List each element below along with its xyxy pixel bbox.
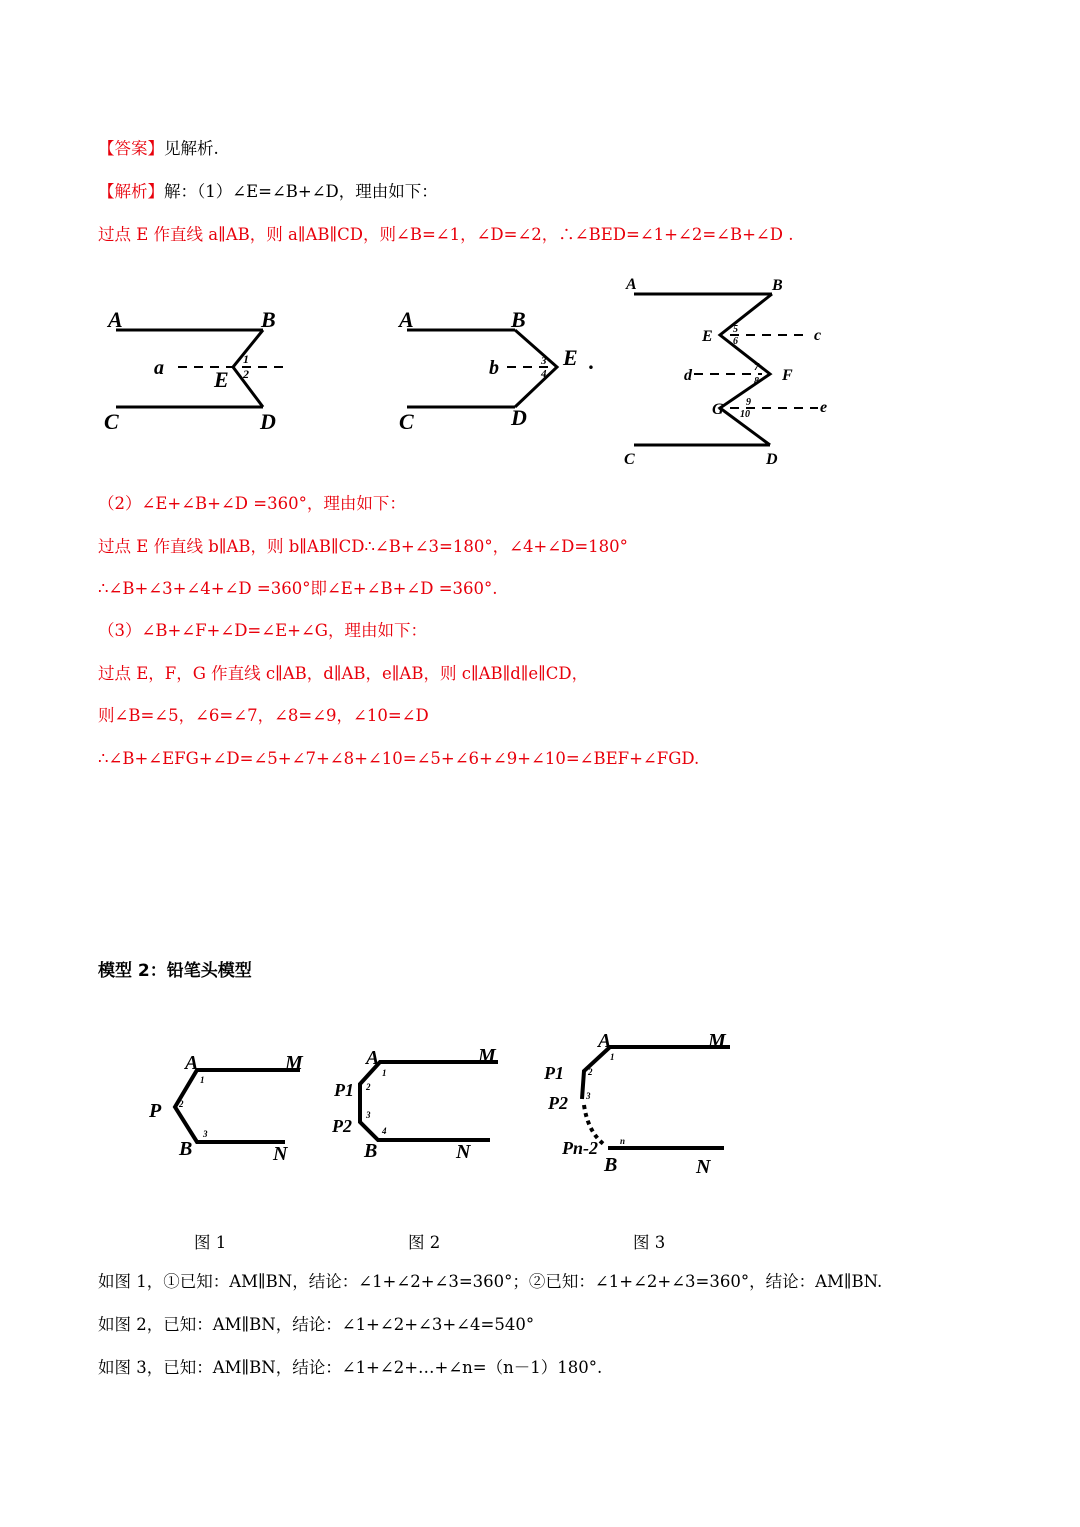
conclusion-3: 如图 3，已知：AM∥BN，结论：∠1+∠2+…+∠n=（n－1）180°. (98, 1358, 603, 1377)
part3-reason-3: ∴∠B+∠EFG+∠D=∠5+∠7+∠8+∠10=∠5+∠6+∠9+∠10=∠BEF+∠FGD. (98, 749, 700, 768)
fig2-label-A: A (399, 307, 414, 332)
analysis-label: 【解析】 (98, 182, 164, 201)
fig3-line-c: c (814, 327, 822, 344)
fig2-label-E: E (563, 345, 578, 370)
fig2-angle-3: 3 (541, 355, 547, 367)
analysis-line (98, 181, 438, 203)
part2-title: （2）∠E+∠B+∠D =360°，理由如下： (98, 494, 406, 513)
b2-angle-2: 2 (366, 1082, 371, 1092)
fig3-label-C: C (624, 451, 635, 468)
b3-label-P1: P1 (544, 1063, 564, 1083)
fig2-label-C: C (399, 409, 414, 434)
b2-label-B: B (364, 1140, 378, 1162)
b2-angle-1: 1 (382, 1068, 387, 1078)
part2-reason-2: ∴∠B+∠3+∠4+∠D =360°即∠E+∠B+∠D =360°. (98, 579, 498, 598)
fig2-angle-4: 4 (541, 368, 547, 380)
fig3-line-d: d (684, 367, 692, 384)
b3-angle-n: n (620, 1136, 626, 1146)
model2-title: 模型 2：铅笔头模型 (98, 961, 252, 981)
b1-angle-3: 3 (203, 1129, 208, 1139)
b1-label-A: A (185, 1052, 199, 1074)
bottom-figure-2 (330, 1040, 510, 1170)
b3-label-P2: P2 (548, 1093, 568, 1113)
bottom-figure-3 (540, 1025, 740, 1180)
part1-reason: 过点 E 作直线 a∥AB，则 a∥AB∥CD，则∠B=∠1，∠D=∠2，∴∠BED=∠1+∠2=∠B+∠D . (98, 225, 794, 244)
fig3-angle-8: 8 (754, 376, 759, 387)
fig3-label-D: D (766, 451, 778, 468)
b3-label-Pn2: Pn-2 (562, 1138, 598, 1158)
fig2-label-B: B (511, 307, 526, 332)
answer-text: 见解析. (164, 139, 219, 158)
caption-fig-3: 图 3 (633, 1233, 666, 1252)
conclusion-1: 如图 1，①已知：AM∥BN，结论：∠1+∠2+∠3=360°；②已知：∠1+∠2+∠3=360°，结论：AM∥BN. (98, 1272, 883, 1291)
conclusion-2: 如图 2，已知：AM∥BN，结论：∠1+∠2+∠3+∠4=540° (98, 1315, 535, 1334)
top-figure-2 (395, 305, 605, 440)
fig3-label-B: B (772, 277, 783, 294)
fig3-angle-9: 9 (746, 397, 751, 408)
analysis-text: 解：（1）∠E=∠B+∠D，理由如下： (164, 182, 438, 201)
fig3-label-F: F (782, 367, 793, 384)
b1-angle-1: 1 (200, 1075, 205, 1085)
fig1-line-a: a (154, 357, 164, 379)
b1-label-B: B (179, 1138, 193, 1160)
fig2-label-D: D (511, 405, 527, 430)
top-figure-3 (622, 272, 852, 472)
b1-label-N: N (273, 1143, 288, 1165)
fig3-angle-10: 10 (740, 409, 750, 420)
b3-angle-1: 1 (610, 1052, 615, 1062)
b3-label-A: A (598, 1030, 612, 1052)
caption-fig-2: 图 2 (408, 1233, 441, 1252)
b2-angle-3: 3 (366, 1110, 371, 1120)
part3-reason-1: 过点 E，F，G 作直线 c∥AB，d∥AB，e∥AB，则 c∥AB∥d∥e∥CD， (98, 664, 589, 683)
b2-angle-4: 4 (382, 1126, 387, 1136)
fig2-line-b: b (489, 357, 499, 379)
fig3-label-E: E (702, 328, 713, 345)
b2-label-A: A (366, 1047, 380, 1069)
b1-angle-2: 2 (179, 1099, 184, 1109)
part3-reason-2: 则∠B=∠5，∠6=∠7，∠8=∠9，∠10=∠D (98, 706, 429, 725)
fig1-label-B: B (261, 307, 276, 332)
answer-line (98, 138, 219, 160)
b3-label-B: B (604, 1154, 618, 1176)
fig3-angle-6: 6 (733, 336, 738, 347)
fig1-angle-2: 2 (243, 367, 249, 381)
bottom-figure-1 (145, 1045, 315, 1170)
fig1-label-E: E (214, 367, 229, 392)
part3-title: （3）∠B+∠F+∠D=∠E+∠G，理由如下： (98, 621, 427, 640)
fig1-angle-1: 1 (243, 352, 249, 366)
b2-label-N: N (456, 1141, 471, 1163)
b1-label-P: P (149, 1100, 162, 1122)
fig3-label-G: G (712, 401, 724, 418)
fig3-angle-5: 5 (733, 324, 738, 335)
fig3-angle-7: 7 (754, 362, 759, 373)
b3-angle-3: 3 (586, 1091, 591, 1101)
answer-label: 【答案】 (98, 139, 164, 158)
fig3-label-A: A (626, 276, 637, 293)
part2-reason-1: 过点 E 作直线 b∥AB，则 b∥AB∥CD∴∠B+∠3=180°，∠4+∠D=180° (98, 537, 628, 556)
fig1-label-A: A (108, 307, 123, 332)
caption-fig-1: 图 1 (194, 1233, 227, 1252)
fig2-dot: . (589, 349, 595, 374)
fig1-label-D: D (260, 409, 276, 434)
top-figure-1 (98, 305, 298, 440)
b2-label-P2: P2 (332, 1116, 352, 1136)
b2-label-P1: P1 (334, 1080, 354, 1100)
fig1-label-C: C (104, 409, 119, 434)
b2-label-M: M (478, 1045, 496, 1067)
b3-angle-2: 2 (588, 1067, 593, 1077)
b3-label-M: M (708, 1030, 726, 1052)
b3-label-N: N (696, 1156, 711, 1178)
fig3-line-e: e (820, 399, 828, 416)
b1-label-M: M (285, 1052, 303, 1074)
